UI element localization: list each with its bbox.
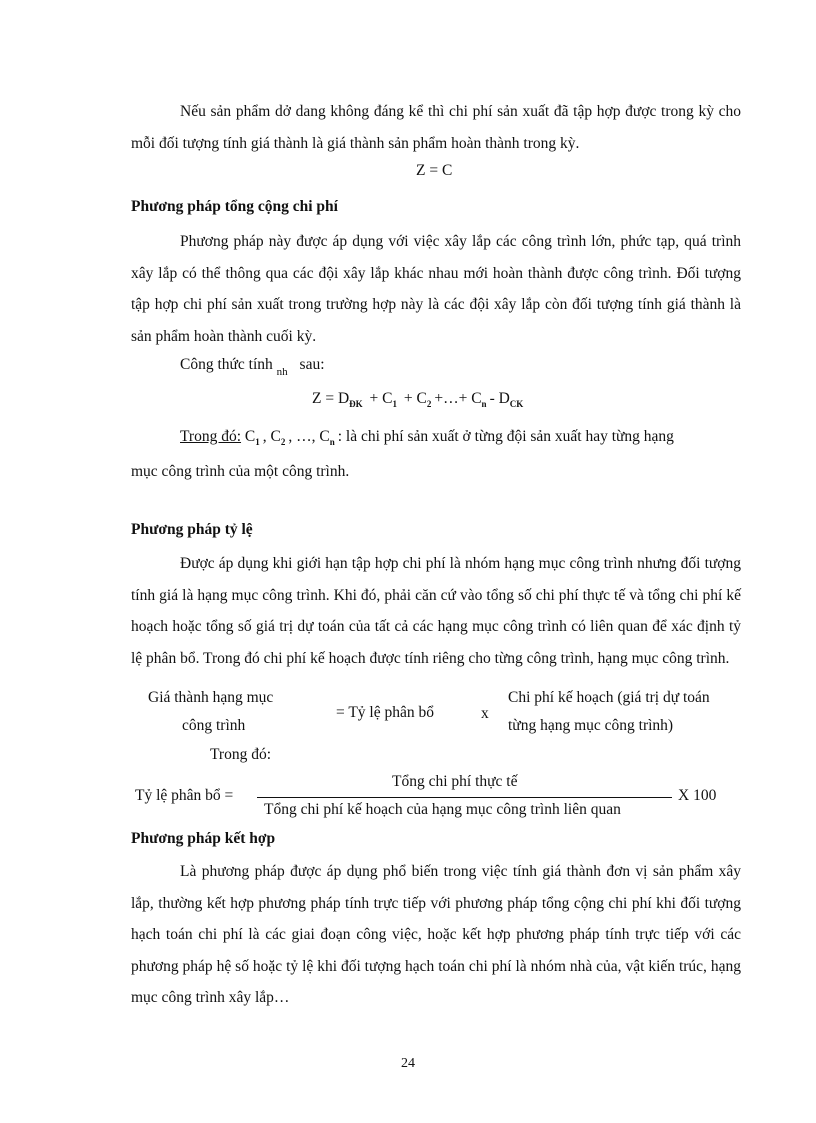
heading-total-cost-method: Phương pháp tổng cộng chi phí: [131, 198, 338, 215]
formula4-numerator: Tổng chi phí thực tế: [392, 773, 518, 790]
paragraph-ratio-method: Được áp dụng khi giới hạn tập hợp chi phí là nhóm hạng mục công trình nhưng đối tượng tính giá là hạng mục công trình. Khi đó, phải căn cứ vào tổng số chi phí thực tế và tổng chi phí kế hoạch hoặc tổng số giá trị dự toán của tất cả các hạng mục công trình có liên quan để xác định tỷ lệ phân bổ. Trong đó chi phí kế hoạch được tính riêng cho từng công trình, hạng mục công trình.: [131, 555, 741, 667]
paragraph-total-cost-method: Phương pháp này được áp dụng với việc xây lắp các công trình lớn, phức tạp, quá trình xây lắp có thể thông qua các đội xây lắp khác nhau mới hoàn thành được công trình. Đối tượng tập hợp chi phí sản xuất trong trường hợp này là các đội xây lắp còn đối tượng tính giá thành là sản phẩm hoàn thành cuối kỳ.: [131, 233, 741, 345]
where-sep1: , C: [262, 428, 281, 445]
formula3-eq: = Tỷ lệ phân bổ: [336, 704, 434, 721]
where-sub-1: 1: [255, 437, 260, 447]
formula-total-cost: [312, 390, 526, 408]
where-c: C: [244, 428, 256, 445]
paragraph-combined-method: Là phương pháp được áp dụng phổ biến trong việc tính giá thành đơn vị sản phẩm xây lắp, thường kết hợp phương pháp tính trực tiếp với phương pháp tổng cộng chi phí khi đối tượng hạch toán chi phí là các giai đoạn công việc, hoặc kết hợp phương pháp tính trực tiếp với các phương pháp hệ số hoặc tỷ lệ khi đối tượng hạch toán chi phí là nhóm nhà của, vật kiến trúc, hạng mục công trình xây lắp…: [131, 863, 741, 1006]
formula-intro-sub: nh: [276, 366, 288, 378]
formula-z-equals-c: Z = C: [416, 162, 453, 179]
sub-2: 2: [426, 399, 432, 409]
formula-plus-c2: + C: [403, 390, 427, 407]
sub-n: n: [481, 399, 487, 409]
formula-intro-after: sau:: [299, 356, 325, 373]
formula4-denominator: Tổng chi phí kế hoạch của hạng mục công trình liên quan: [264, 801, 621, 818]
formula-intro-text: Công thức tính: [180, 356, 273, 373]
formula4-multiplier: X 100: [678, 787, 717, 804]
where-sub-n: n: [329, 437, 335, 447]
formula3-right-1: Chi phí kế hoạch (giá trị dự toán: [508, 689, 710, 706]
heading-ratio-method: Phương pháp tỷ lệ: [131, 521, 253, 538]
formula3-right-2: từng hạng mục công trình): [508, 717, 674, 734]
where-2: Trong đó:: [210, 746, 272, 763]
formula-minus-d: - D: [489, 390, 510, 407]
formula-lhs: Z = D: [312, 390, 350, 407]
where-sep2: , …, C: [288, 428, 330, 445]
sub-1: 1: [392, 399, 397, 409]
sub-ck: CK: [509, 399, 524, 409]
paragraph-wip: Nếu sản phẩm dở dang không đáng kể thì chi phí sản xuất đã tập hợp được trong kỳ cho mỗi đối tượng tính giá thành là giá thành sản phẩm hoàn thành trong kỳ.: [131, 103, 741, 152]
where-label: Trong đó:: [180, 428, 242, 445]
sub-dk: ĐK: [349, 399, 363, 409]
formula3-times: x: [481, 705, 489, 722]
formula4-lhs: Tỷ lệ phân bổ =: [135, 787, 234, 804]
formula3-left-1: Giá thành hạng mục: [148, 689, 274, 706]
formula-intro: [180, 356, 325, 378]
page-number: 24: [401, 1056, 415, 1071]
formula3-left-2: công trình: [182, 717, 246, 734]
fraction-line: [257, 797, 672, 798]
where-line: [180, 428, 674, 446]
formula-mid: +…+ C: [434, 390, 482, 407]
where-rest: : là chi phí sản xuất ở từng đội sản xuất hay từng hạng: [337, 428, 674, 445]
heading-combined-method: Phương pháp kết hợp: [131, 830, 276, 847]
where-line-2: mục công trình của một công trình.: [131, 463, 350, 480]
where-sub-2: 2: [280, 437, 286, 447]
formula-plus-c1: + C: [369, 390, 393, 407]
